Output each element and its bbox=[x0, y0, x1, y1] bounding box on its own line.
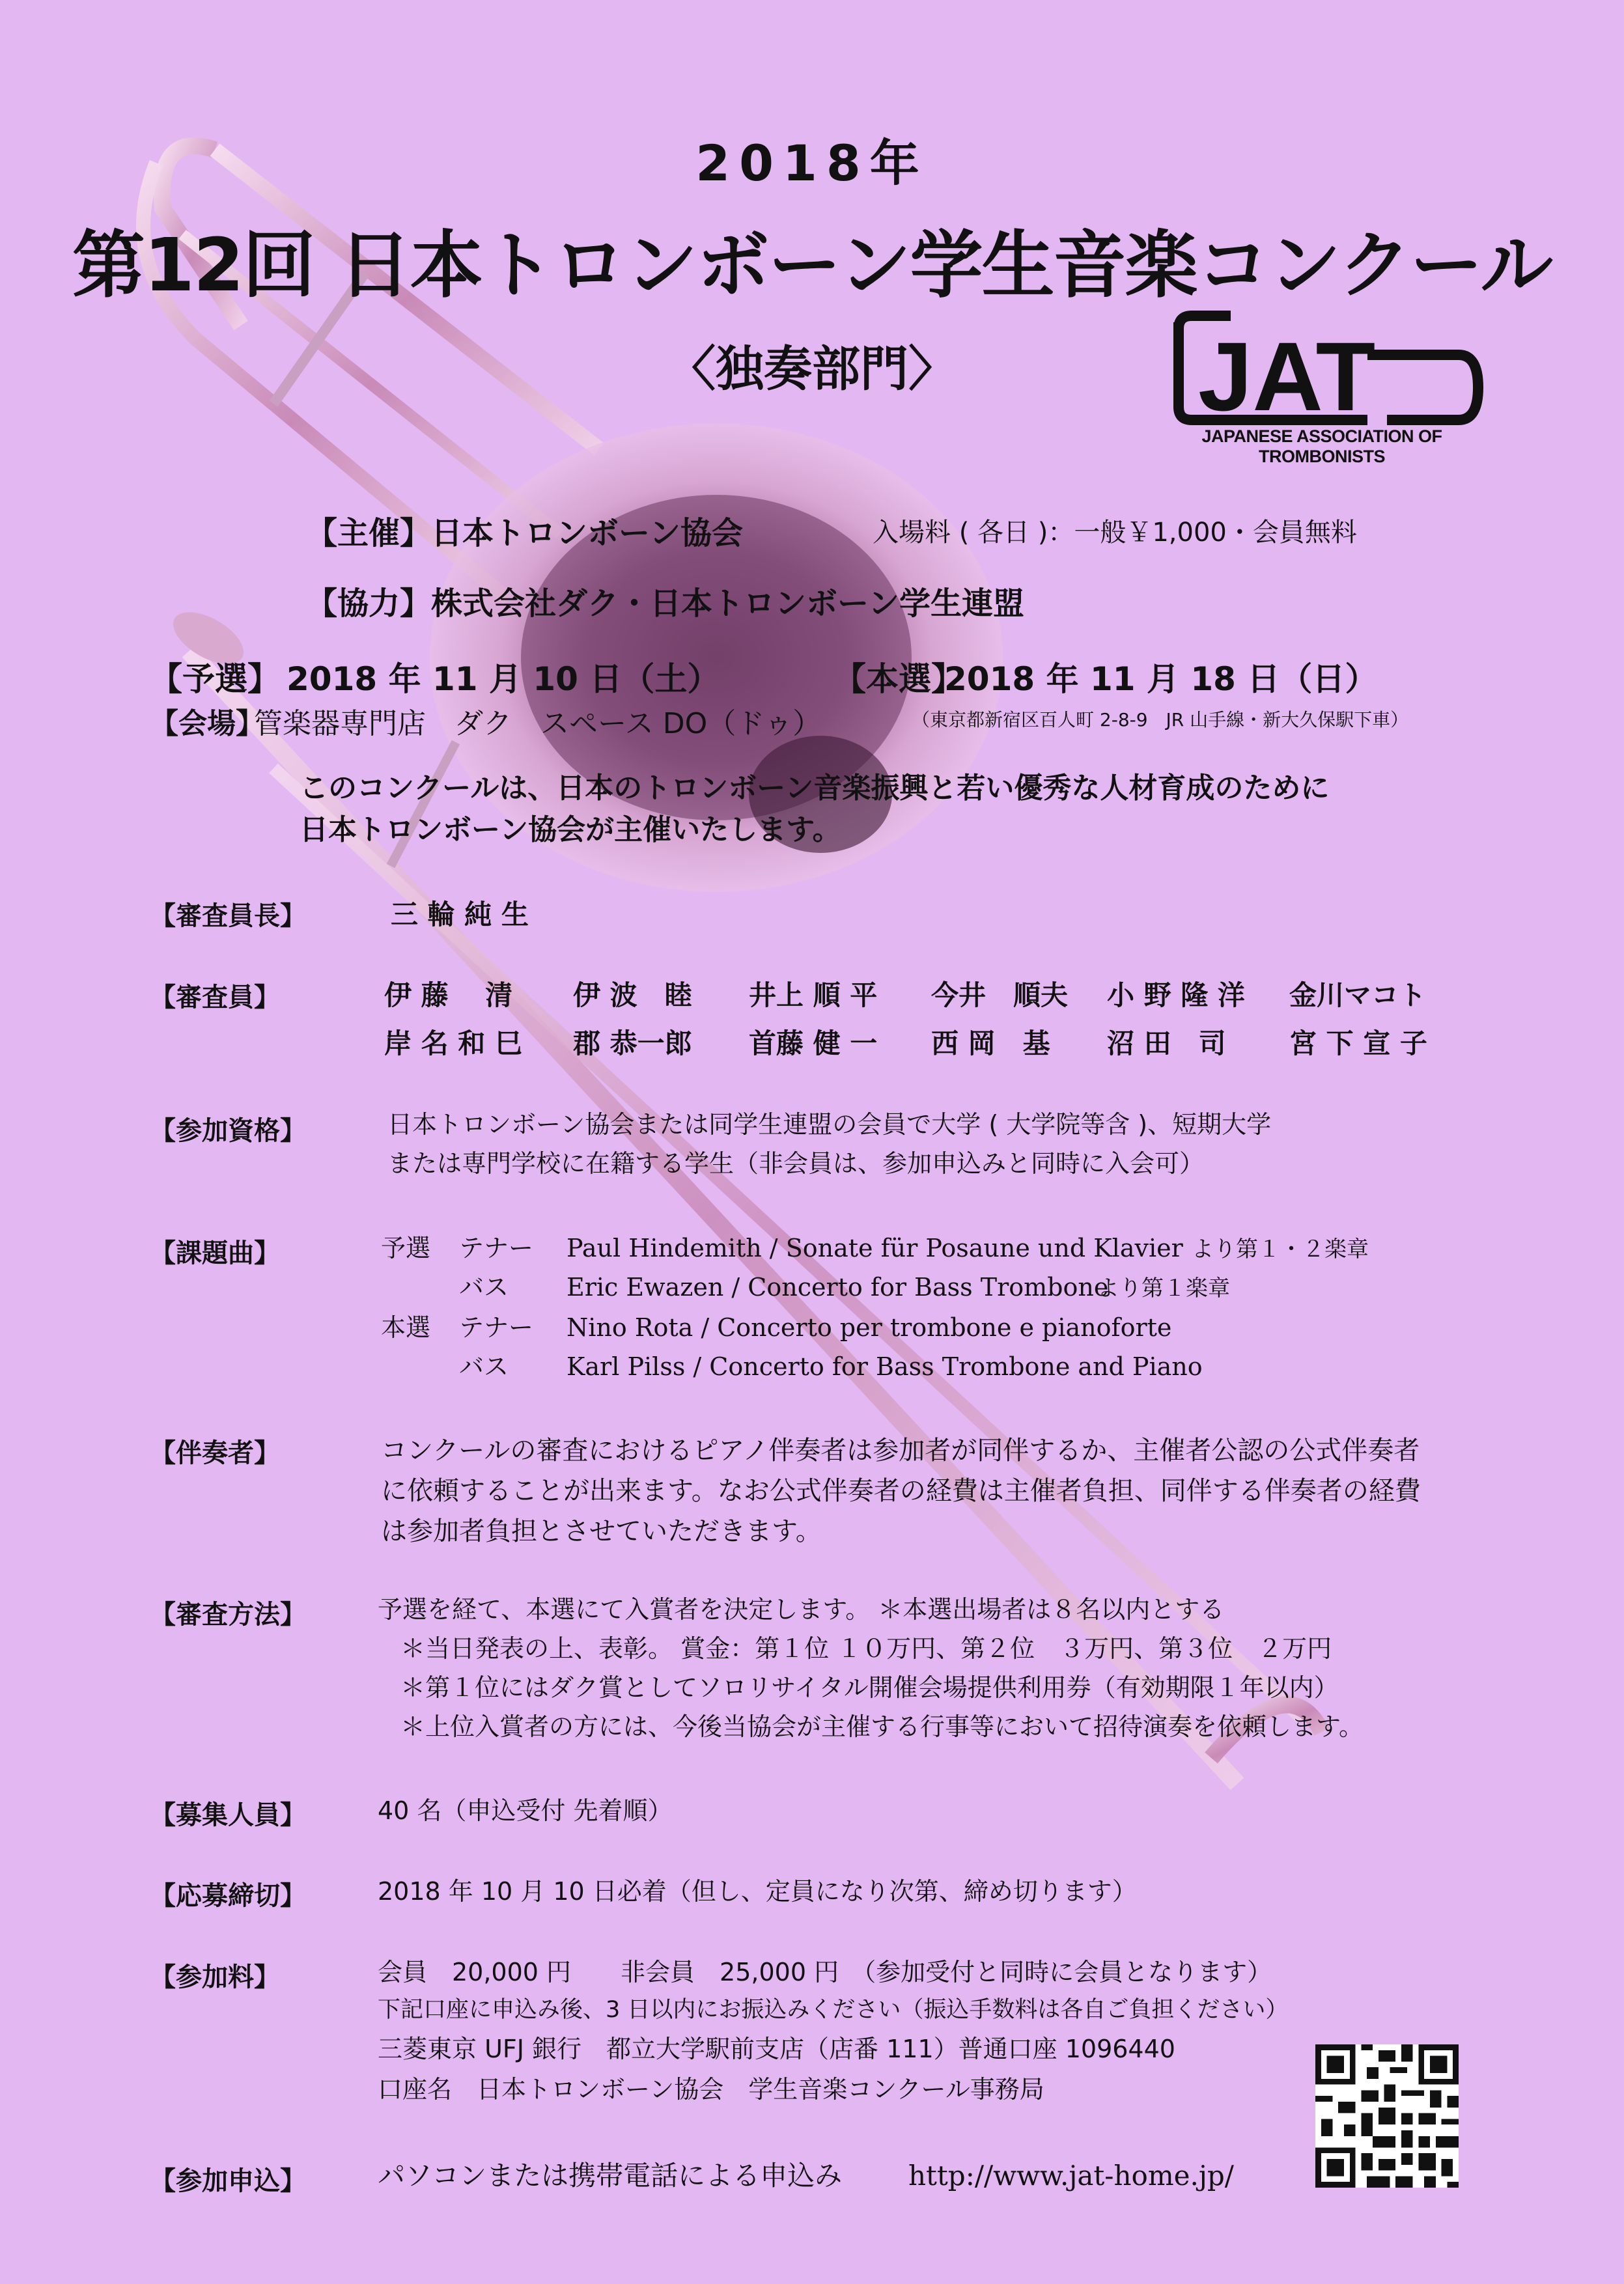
qr-code[interactable] bbox=[1315, 2044, 1459, 2188]
final-tenor-piece: Nino Rota / Concerto per trombone e pianoforte bbox=[567, 1313, 1172, 1342]
judging-line-4: ＊上位入賞者の方には、今後当協会が主催する行事等において招待演奏を依頼します。 bbox=[400, 1712, 1364, 1741]
venue-name: 管楽器専門店 ダク スペース DO（ドゥ） bbox=[254, 707, 822, 740]
judge-name: 伊 藤 清 bbox=[384, 979, 513, 1011]
judge-name: 井上 順 平 bbox=[749, 979, 878, 1011]
deadline-value: 2018 年 10 月 10 日必着（但し、定員になり次第、締め切ります） bbox=[378, 1877, 1137, 1906]
capacity-value: 40 名（申込受付 先着順） bbox=[378, 1796, 673, 1825]
prelim-tenor-piece: Paul Hindemith / Sonate für Posaune und Klavier bbox=[567, 1234, 1183, 1262]
capacity-label: 【募集人員】 bbox=[150, 1800, 306, 1830]
judges-row-2 bbox=[0, 1022, 1624, 1061]
cooperation: 【協力】株式会社ダク・日本トロンボーン学生連盟 bbox=[306, 585, 1025, 622]
prelim-round: 予選 bbox=[381, 1234, 431, 1262]
prelim-bass-note: より第１楽章 bbox=[1097, 1275, 1230, 1302]
judge-name: 西 岡 基 bbox=[931, 1027, 1050, 1059]
eligibility-line-2: または専門学校に在籍する学生（非会員は、参加申込みと同時に入会可） bbox=[387, 1149, 1205, 1178]
fees-line-3: 三菱東京 UFJ 銀行 都立大学駅前支店（店番 111）普通口座 1096440 bbox=[378, 2035, 1175, 2063]
event-year: 2018年 bbox=[695, 134, 929, 192]
final-label: 【本選】 bbox=[833, 660, 964, 698]
final-round: 本選 bbox=[381, 1313, 431, 1342]
fees-line-2: 下記口座に申込み後、3 日以内にお振込みください（振込手数料は各自ご負担ください） bbox=[378, 1997, 1289, 2023]
final-bass-piece: Karl Pilss / Concerto for Bass Trombone and Piano bbox=[567, 1352, 1203, 1381]
tenor-part: テナー bbox=[459, 1313, 534, 1342]
jat-logo-mark: JAT bbox=[1198, 322, 1376, 431]
judge-name: 小 野 隆 洋 bbox=[1107, 979, 1245, 1011]
fees-line-1: 会員 20,000 円 非会員 25,000 円 （参加受付と同時に会員となります） bbox=[378, 1958, 1272, 1986]
application-label: 【参加申込】 bbox=[150, 2166, 306, 2196]
bass-part: バス bbox=[459, 1352, 509, 1381]
host-organizer: 【主催】日本トロンボーン協会 bbox=[306, 515, 744, 551]
application-text: パソコンまたは携帯電話による申込み bbox=[378, 2160, 843, 2192]
chief-judge-name: 三 輪 純 生 bbox=[391, 898, 529, 930]
accompanist-line-1: コンクールの審査におけるピアノ伴奏者は参加者が同伴するか、主催者公認の公式伴奏者 bbox=[381, 1436, 1420, 1466]
fees-label: 【参加料】 bbox=[150, 1962, 280, 1992]
eligibility-line-1: 日本トロンボーン協会または同学生連盟の会員で大学 ( 大学院等含 )、短期大学 bbox=[387, 1110, 1272, 1139]
prelim-label: 【予選】 bbox=[150, 660, 280, 698]
judge-name: 沼 田 司 bbox=[1107, 1027, 1226, 1059]
judging-label: 【審査方法】 bbox=[150, 1600, 306, 1630]
judging-line-2: ＊当日発表の上、表彰。 賞金：第１位 １０万円、第２位 ３万円、第３位 ２万円 bbox=[400, 1634, 1332, 1663]
event-title: 第12回 日本トロンボーン学生音楽コンクール bbox=[72, 223, 1552, 308]
prelim-tenor-note: より第１・２楽章 bbox=[1192, 1236, 1369, 1262]
chief-judge-label: 【審査員長】 bbox=[150, 901, 306, 931]
judge-name: 宮 下 宣 子 bbox=[1289, 1027, 1427, 1059]
prelim-bass-piece: Eric Ewazen / Concerto for Bass Trombone bbox=[567, 1273, 1109, 1302]
prelim-date: 2018 年 11 月 10 日（土） bbox=[287, 660, 720, 698]
fees-line-4: 口座名 日本トロンボーン協会 学生音楽コンクール事務局 bbox=[378, 2075, 1044, 2104]
application-url-link[interactable]: http://www.jat-home.jp/ bbox=[908, 2160, 1234, 2192]
venue-address: （東京都新宿区百人町 2-8-9 JR 山手線・新大久保駅下車） bbox=[912, 709, 1409, 731]
venue-label: 【会場】 bbox=[150, 707, 264, 740]
judge-name: 郡 恭一郎 bbox=[573, 1027, 692, 1059]
intro-line-2: 日本トロンボーン協会が主催いたします。 bbox=[300, 813, 841, 846]
deadline-label: 【応募締切】 bbox=[150, 1881, 306, 1911]
judge-name: 岸 名 和 巳 bbox=[384, 1027, 522, 1059]
jat-logo-name: JAPANESE ASSOCIATION OF TROMBONISTS bbox=[1201, 426, 1442, 466]
eligibility-label: 【参加資格】 bbox=[150, 1116, 306, 1146]
tenor-part: テナー bbox=[459, 1234, 534, 1262]
event-subtitle: 〈独奏部門〉 bbox=[667, 341, 957, 397]
accompanist-line-2: に依頼することが出来ます。なお公式伴奏者の経費は主催者負担、同伴する伴奏者の経費 bbox=[381, 1476, 1421, 1506]
judge-name: 首藤 健 一 bbox=[749, 1027, 878, 1059]
judge-name: 伊 波 睦 bbox=[573, 979, 692, 1011]
judging-line-3: ＊第１位にはダク賞としてソロリサイタル開催会場提供利用券（有効期限１年以内） bbox=[400, 1673, 1339, 1702]
admission-fee: 入場料 ( 各日 )：一般￥1,000・会員無料 bbox=[873, 518, 1357, 548]
judge-name: 金川マコト bbox=[1289, 979, 1427, 1011]
intro-line-1: このコンクールは、日本のトロンボーン音楽振興と若い優秀な人材育成のために bbox=[300, 772, 1330, 805]
judges-label: 【審査員】 bbox=[150, 982, 280, 1012]
judge-name: 今井 順夫 bbox=[931, 979, 1069, 1011]
judging-line-1: 予選を経て、本選にて入賞者を決定します。 ＊本選出場者は８名以内とする bbox=[378, 1595, 1225, 1624]
accompanist-line-3: は参加者負担とさせていただきます。 bbox=[381, 1516, 822, 1546]
repertoire-label: 【課題曲】 bbox=[150, 1238, 280, 1268]
final-date: 2018 年 11 月 18 日（日） bbox=[944, 660, 1378, 698]
bass-part: バス bbox=[459, 1273, 509, 1302]
judges-row-1 bbox=[0, 974, 1624, 1013]
accompanist-label: 【伴奏者】 bbox=[150, 1438, 280, 1468]
